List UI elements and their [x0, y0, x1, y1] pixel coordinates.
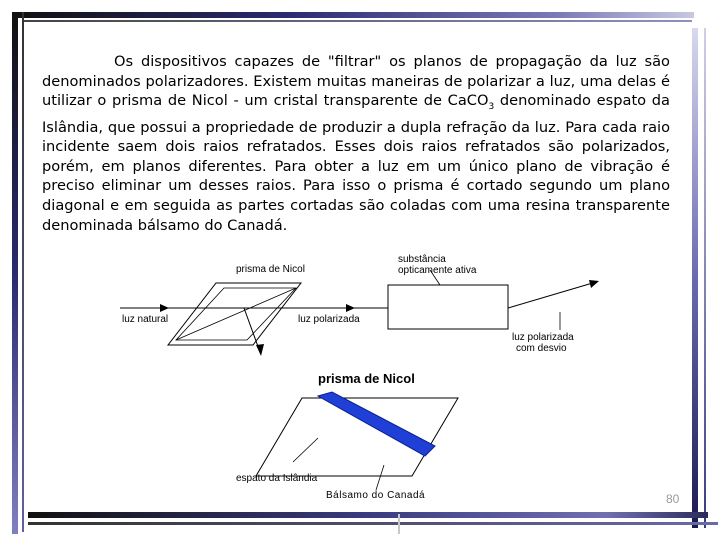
paragraph-text-3: denominado espato da Islândia, que possui a propriedade de produzir a dupla refração da luz. Para cada raio incidente saem dois raios refratados. Esses dois raios refratados são polarizados, porém, em planos diferentes. Para obter a luz em um único plano de vibração é preciso eliminar um desses raios. Para isso o prisma é cortado segundo um plano diagonal e em seguida as partes cortadas são coladas com uma resina transparente denominada bálsamo do Canadá.: [42, 92, 670, 234]
natural-light-arrow: [160, 304, 169, 312]
prism-outline: [168, 283, 301, 345]
prism-diagonal: [176, 288, 296, 340]
paragraph-text-2: da luz são denominados polarizadores. Existem muitas maneiras de polarizar a luz, uma delas é utilizar o prisma de Nicol - um cristal transparente de Ca: [42, 53, 670, 110]
optically-active-substance: [388, 285, 508, 329]
formula-caco3: $CO_3$: [466, 92, 495, 113]
deviated-light-ray: [508, 282, 596, 308]
substance-label-1: substância: [398, 254, 446, 265]
deviated-light-arrow: [589, 280, 599, 288]
page-number: 80: [666, 492, 680, 506]
balsam-label: Bálsamo do Canadá: [326, 490, 426, 501]
paragraph-line-1: Os dispositivos capazes de "filtrar" os planos de propagação: [114, 53, 582, 70]
deviated-light-label-1: luz polarizada: [512, 332, 574, 343]
polarized-light-arrow: [346, 304, 355, 312]
polarized-light-label: luz polarizada: [298, 314, 360, 325]
nicol-prism-title: prisma de Nicol: [318, 371, 415, 386]
deviated-light-label-2: com desvio: [516, 343, 567, 354]
natural-light-label: luz natural: [122, 314, 169, 325]
spar-label: espato da Islândia: [236, 473, 318, 484]
prism-label: prisma de Nicol: [236, 264, 305, 275]
substance-label-2: opticamente ativa: [398, 265, 477, 276]
reflected-ray-arrow: [256, 344, 264, 356]
